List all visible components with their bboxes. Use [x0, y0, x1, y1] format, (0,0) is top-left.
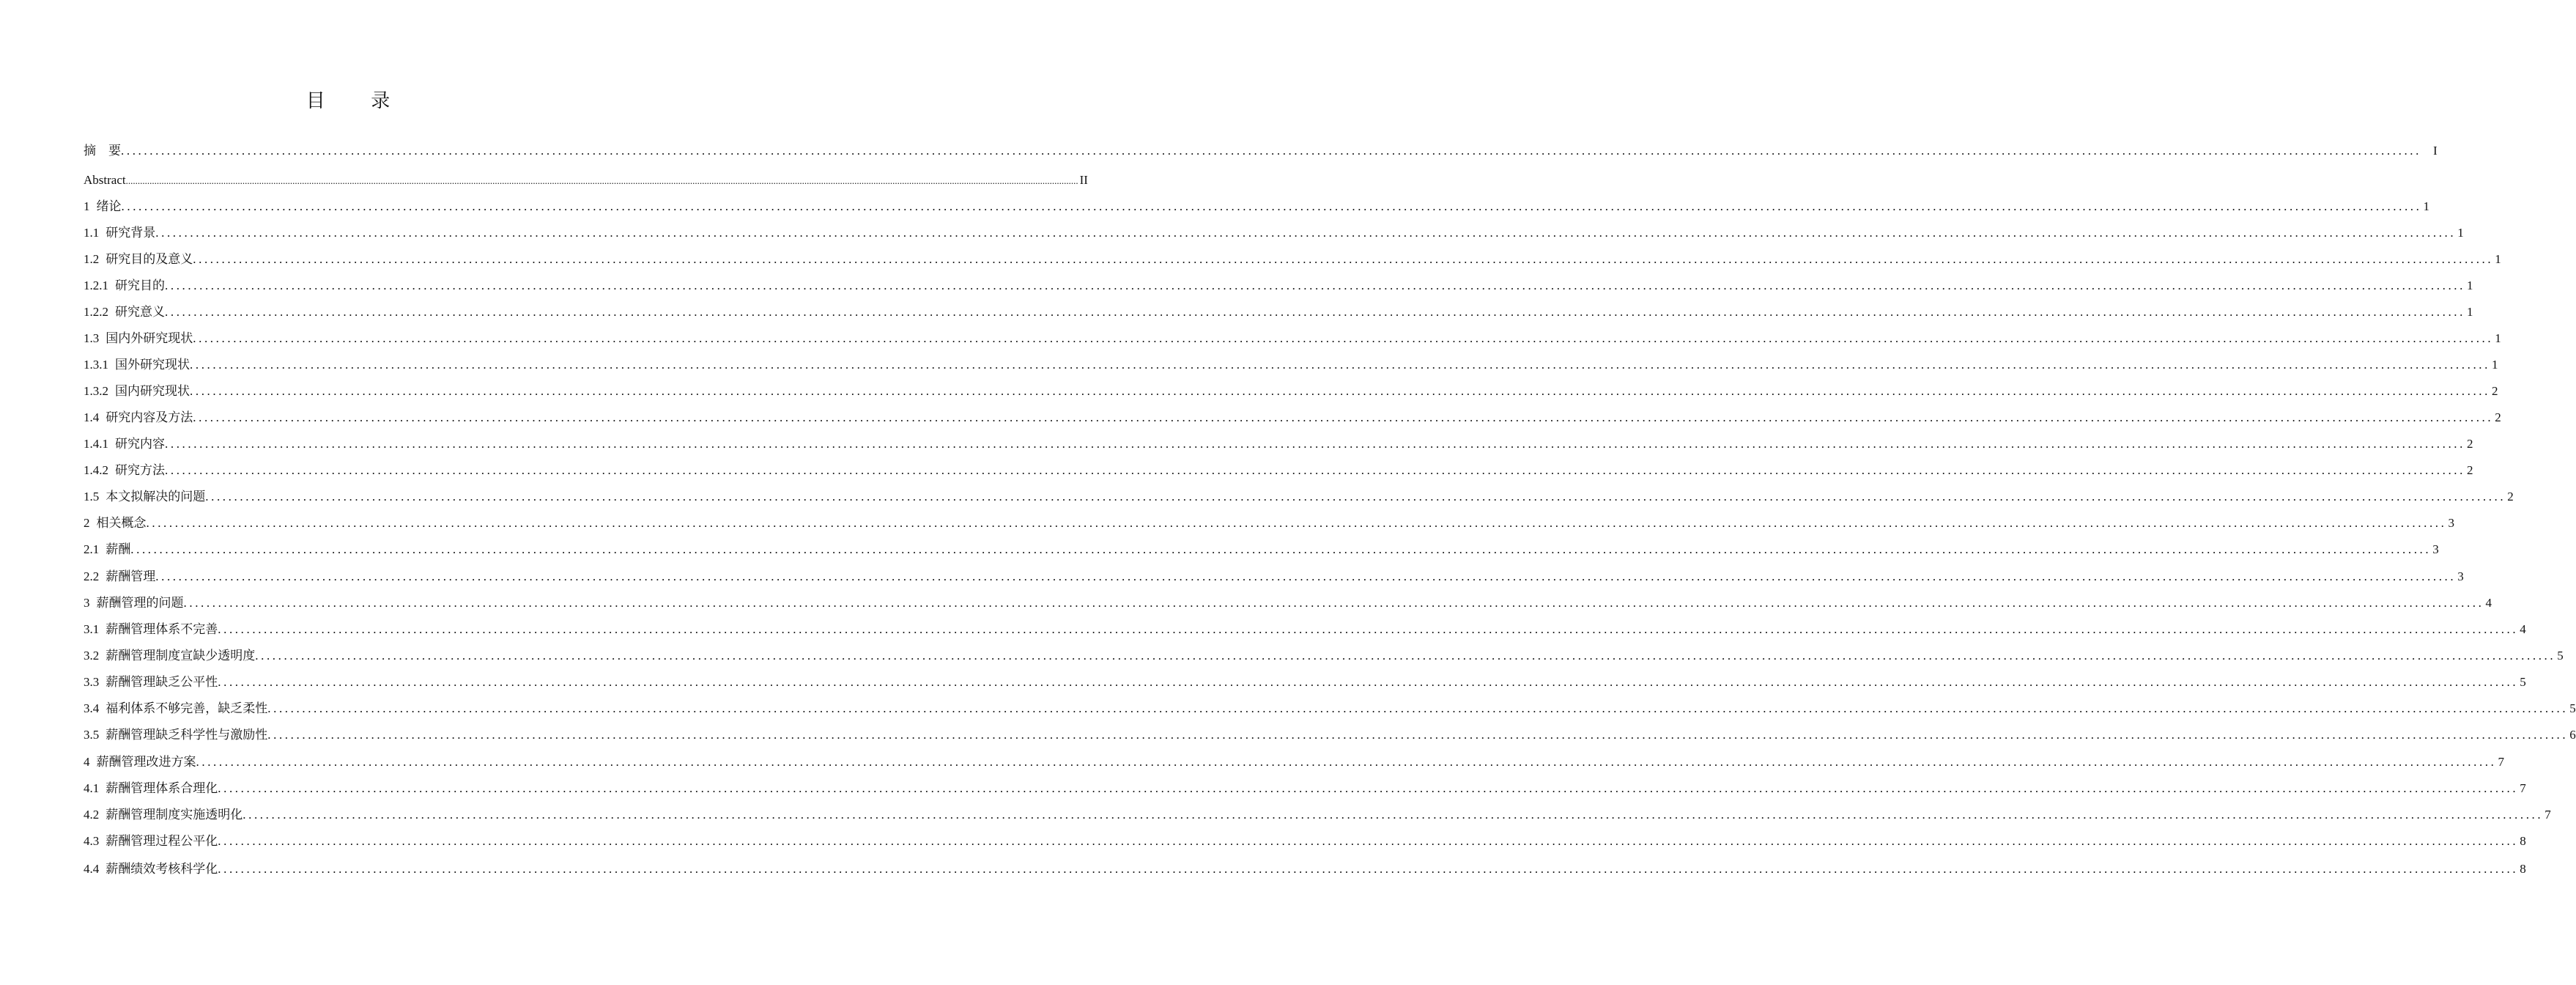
toc-entry-page-number: 6 [2569, 728, 2576, 742]
toc-entry[interactable] [84, 514, 2454, 532]
dot-leader: ................................................................................................................................................................................................................................................................................................................................................................................................................ [125, 175, 1078, 186]
dot-leader: ................................................................................................................................................................................................................................................................................................................................................................................................................ [183, 596, 2484, 610]
toc-entry[interactable] [84, 833, 2526, 850]
toc-entry-number: 4.2 [84, 808, 100, 822]
dot-leader: ................................................................................................................................................................................................................................................................................................................................................................................................................ [121, 144, 2421, 158]
toc-entry-label: 国外研究现状 [115, 358, 190, 372]
toc-entry-page-number: 1 [2492, 358, 2498, 372]
toc-entry-label: 相关概念 [96, 516, 147, 530]
toc-entry-label: 薪酬管理的问题 [96, 596, 184, 610]
dot-leader: ................................................................................................................................................................................................................................................................................................................................................................................................................ [193, 331, 2494, 345]
toc-entry-number: 1.5 [84, 490, 100, 503]
dot-leader: ................................................................................................................................................................................................................................................................................................................................................................................................................ [146, 516, 2447, 530]
dot-leader: ................................................................................................................................................................................................................................................................................................................................................................................................................ [218, 834, 2519, 848]
toc-entry-number: 1.4.2 [84, 463, 108, 477]
toc-entry-number: 1.3 [84, 331, 100, 345]
toc-entry[interactable] [84, 142, 2438, 160]
toc-entry[interactable] [84, 541, 2439, 558]
toc-entry-page-number: 8 [2520, 862, 2526, 876]
toc-entry-page-number: 3 [2448, 516, 2454, 530]
toc-entry-page-number: 7 [2498, 755, 2504, 769]
toc-entry-number: 4 [84, 755, 90, 769]
toc-entry[interactable] [84, 330, 2501, 347]
toc-entry-number: 3.5 [84, 728, 100, 742]
toc-entry-page-number: 2 [2492, 384, 2498, 398]
toc-entry-number: 4.3 [84, 834, 100, 848]
toc-entry-page-number: II [1079, 173, 1088, 187]
toc-entry[interactable] [84, 198, 2429, 215]
toc-entry[interactable] [84, 806, 2551, 824]
toc-entry-page-number: 1 [2495, 252, 2501, 266]
page-title: 目 录 [306, 90, 411, 111]
toc-entry-page-number: I [2433, 144, 2438, 158]
toc-entry-page-number: 2 [2467, 437, 2473, 451]
dot-leader: ................................................................................................................................................................................................................................................................................................................................................................................................................ [218, 675, 2519, 689]
toc-entry-number: 1.2.1 [84, 278, 108, 292]
toc-entry[interactable] [84, 594, 2492, 612]
dot-leader: ................................................................................................................................................................................................................................................................................................................................................................................................................ [165, 305, 2465, 319]
toc-entry-page-number: 2 [2467, 463, 2473, 477]
dot-leader: ................................................................................................................................................................................................................................................................................................................................................................................................................ [267, 701, 2569, 715]
toc-entry-page-number: 7 [2520, 781, 2526, 795]
dot-leader: ................................................................................................................................................................................................................................................................................................................................................................................................................ [155, 569, 2457, 583]
toc-entry[interactable] [84, 383, 2498, 400]
toc-entry-page-number: 3 [2432, 542, 2439, 556]
toc-entry-label: 薪酬管理缺乏科学性与激励性 [106, 728, 268, 742]
toc-entry-number: 1 [84, 199, 90, 213]
toc-entry-label: 薪酬管理体系合理化 [106, 781, 218, 795]
toc-entry-page-number: 1 [2467, 305, 2473, 319]
dot-leader: ................................................................................................................................................................................................................................................................................................................................................................................................................ [165, 463, 2465, 477]
toc-entry-number: 1.3.1 [84, 358, 108, 372]
toc-entry-label: 摘 要 [84, 144, 121, 158]
dot-leader: ................................................................................................................................................................................................................................................................................................................................................................................................................ [193, 410, 2494, 424]
dot-leader: ................................................................................................................................................................................................................................................................................................................................................................................................................ [218, 781, 2519, 795]
toc-entry-label: 薪酬管理改进方案 [96, 755, 196, 769]
dot-leader: ................................................................................................................................................................................................................................................................................................................................................................................................................ [218, 622, 2519, 636]
dot-leader: ................................................................................................................................................................................................................................................................................................................................................................................................................ [255, 649, 2556, 663]
toc-entry[interactable] [84, 700, 2576, 717]
toc-entry-page-number: 7 [2544, 808, 2551, 822]
toc-entry-label: 薪酬绩效考核科学化 [106, 862, 218, 876]
toc-entry-page-number: 8 [2520, 834, 2526, 848]
toc-entry[interactable] [84, 860, 2526, 878]
toc-entry-number: 1.3.2 [84, 384, 108, 398]
toc-entry-label: 研究内容及方法 [106, 410, 193, 424]
toc-entry[interactable] [84, 674, 2526, 691]
toc-entry[interactable] [84, 356, 2498, 374]
toc-entry-number: 3.2 [84, 649, 100, 663]
toc-entry[interactable] [84, 435, 2473, 453]
dot-leader: ................................................................................................................................................................................................................................................................................................................................................................................................................ [196, 755, 2497, 769]
dot-leader: ................................................................................................................................................................................................................................................................................................................................................................................................................ [121, 199, 2422, 213]
toc-entry-page-number: 1 [2457, 226, 2464, 240]
toc-entry-label: 薪酬管理制度实施透明化 [106, 808, 243, 822]
toc-entry-page-number: 5 [2557, 649, 2564, 663]
toc-entry[interactable] [84, 621, 2526, 638]
toc-entry-label: 研究方法 [115, 463, 165, 477]
dot-leader: ................................................................................................................................................................................................................................................................................................................................................................................................................ [205, 490, 2506, 503]
toc-entry[interactable] [84, 409, 2501, 427]
toc-entry-page-number: 1 [2467, 278, 2473, 292]
toc-entry-label: 福利体系不够完善，缺乏柔性 [106, 701, 268, 715]
toc-entry-page-number: 5 [2569, 701, 2576, 715]
toc-entry-number: 1.1 [84, 226, 100, 240]
toc-entry[interactable] [84, 224, 2464, 242]
toc-entry[interactable] [84, 753, 2504, 771]
toc-entry-page-number: 1 [2423, 199, 2429, 213]
toc-entry-label: 本文拟解决的问题 [106, 490, 206, 503]
toc-entry-number: 2.1 [84, 542, 100, 556]
dot-leader: ................................................................................................................................................................................................................................................................................................................................................................................................................ [190, 358, 2490, 372]
dot-leader: ................................................................................................................................................................................................................................................................................................................................................................................................................ [165, 278, 2465, 292]
toc-entry[interactable] [84, 647, 2564, 665]
dot-leader: ................................................................................................................................................................................................................................................................................................................................................................................................................ [243, 808, 2544, 822]
toc-entry-page-number: 4 [2485, 596, 2492, 610]
toc-entry-page-number: 5 [2520, 675, 2526, 689]
toc-entry-number: 1.2.2 [84, 305, 108, 319]
toc-entry[interactable] [84, 251, 2501, 268]
toc-entry-label: 研究目的 [115, 278, 165, 292]
toc-entry-number: 3 [84, 596, 90, 610]
toc-entry-label: 薪酬管理 [106, 569, 156, 583]
toc-entry-page-number: 4 [2520, 622, 2526, 636]
toc-entry-number: 4.1 [84, 781, 100, 795]
dot-leader: ................................................................................................................................................................................................................................................................................................................................................................................................................ [190, 384, 2490, 398]
toc-entry-number: 2.2 [84, 569, 100, 583]
toc-entry[interactable] [84, 780, 2526, 797]
toc-entry[interactable] [84, 462, 2473, 479]
toc-entry-label: 薪酬管理制度宣缺少透明度 [106, 649, 256, 663]
toc-entry-label: 国内外研究现状 [106, 331, 193, 345]
dot-leader: ................................................................................................................................................................................................................................................................................................................................................................................................................ [218, 862, 2519, 876]
toc-entry-page-number: 2 [2495, 410, 2501, 424]
toc-entry-label: 薪酬管理缺乏公平性 [106, 675, 218, 689]
toc-entry-page-number: 1 [2495, 331, 2501, 345]
toc-entry-label: 国内研究现状 [115, 384, 190, 398]
toc-entry-number: 1.4 [84, 410, 100, 424]
toc-entry-label: 研究背景 [106, 226, 156, 240]
toc-entry[interactable] [84, 488, 2514, 506]
dot-leader: ................................................................................................................................................................................................................................................................................................................................................................................................................ [267, 728, 2569, 742]
dot-leader: ................................................................................................................................................................................................................................................................................................................................................................................................................ [193, 252, 2494, 266]
toc-entry-number: 1.4.1 [84, 437, 108, 451]
toc-entry[interactable] [84, 568, 2464, 586]
toc-entry-label: Abstract [84, 173, 126, 187]
toc-entry[interactable] [84, 171, 1088, 189]
toc-entry[interactable] [84, 726, 2576, 744]
toc-entry-label: 薪酬管理过程公平化 [106, 834, 218, 848]
toc-entry[interactable] [84, 303, 2473, 321]
dot-leader: ................................................................................................................................................................................................................................................................................................................................................................................................................ [155, 226, 2457, 240]
toc-entry-number: 3.1 [84, 622, 100, 636]
toc-entry[interactable] [84, 277, 2473, 295]
toc-entry-number: 3.3 [84, 675, 100, 689]
toc-entry-number: 3.4 [84, 701, 100, 715]
toc-entry-page-number: 2 [2507, 490, 2514, 503]
dot-leader: ................................................................................................................................................................................................................................................................................................................................................................................................................ [130, 542, 2432, 556]
toc-entry-label: 研究内容 [115, 437, 165, 451]
dot-leader: ................................................................................................................................................................................................................................................................................................................................................................................................................ [165, 437, 2465, 451]
toc-entry-number: 4.4 [84, 862, 100, 876]
toc-entry-label: 研究意义 [115, 305, 165, 319]
toc-entry-label: 薪酬 [106, 542, 131, 556]
toc-entry-label: 薪酬管理体系不完善 [106, 622, 218, 636]
toc-entry-number: 2 [84, 516, 90, 530]
toc-entry-label: 绪论 [96, 199, 122, 213]
toc-entry-page-number: 3 [2457, 569, 2464, 583]
toc-entry-number: 1.2 [84, 252, 100, 266]
toc-entry-label: 研究目的及意义 [106, 252, 193, 266]
